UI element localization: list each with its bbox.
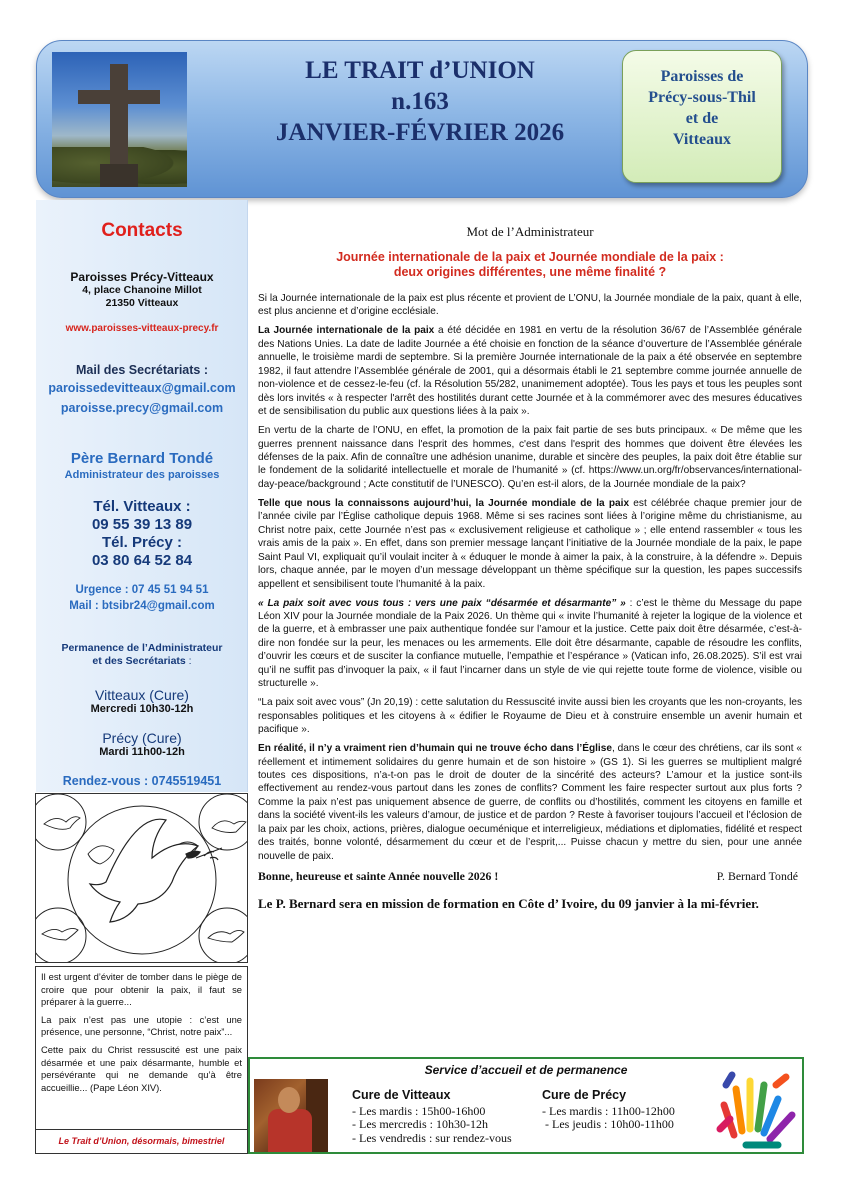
parishes-box (622, 50, 782, 183)
paragraph-text: : c’est le thème du Message du pape Léon XIV pour la Journée mondiale de la Paix 2026. Un thème qui « invite l’humanité à rejeter la logique de la violence et de la guerre, et à embrasser une paix authentique fondée sur l’amour et la justice. Cette paix doit être désarmée, c’est-à-dire non fondée sur la peur, les menaces ou les armements. Elle doit être désarmante, capable de résoudre les conflits, d’ouvrir les cœurs et de susciter la confiance mutuelle, l’empathie et l’espérance » (Vatican info, 26.08.2025). S’il est vrai qu’il ne suffit pas d’invoquer la paix, « il faut l’incarner dans un style de vie qui rejette toute forme de violence, visible ou structurelle ». (258, 597, 802, 690)
message-theme: « La paix soit avec vous tous : vers une paix “désarmée et désarmante” » (258, 597, 626, 609)
parishes-line: Vitteaux (672, 131, 732, 148)
signature: P. Bernard Tondé (716, 868, 798, 883)
article (258, 224, 802, 912)
dove-icon (36, 794, 248, 963)
bimonthly-notice: Le Trait d’Union, désormais, bimestriel (36, 1129, 247, 1153)
bold-lead: Telle que nous la connaissons aujourd’hui, la Journée mondiale de la paix (258, 497, 630, 509)
vitteaux-hours: Mercredi 10h30-12h (90, 703, 194, 715)
precy-schedule-heading: Cure de Précy (542, 1088, 627, 1102)
schedule-line: - Les vendredis : sur rendez-vous (352, 1130, 512, 1145)
address-line-2: 21350 Vitteaux (105, 297, 179, 309)
org-name: Paroisses Précy-Vitteaux (70, 270, 214, 284)
vitteaux-schedule (352, 1089, 512, 1145)
issue-date: JANVIER-FÉVRIER 2026 (275, 119, 565, 146)
rendezvous-phone[interactable]: Rendez-vous : 0745519451 (62, 774, 222, 788)
schedule-line: - Les jeudis : 10h00-11h00 (542, 1117, 674, 1131)
tel-precy[interactable]: 03 80 64 52 84 (91, 552, 193, 569)
website-link[interactable]: www.paroisses-vitteaux-precy.fr (65, 323, 219, 334)
article-title-line-2: deux origines différentes, une même finalité ? (393, 265, 667, 279)
mail-label: Mail des Secrétariats : (75, 363, 208, 377)
cross-photo (52, 52, 187, 187)
contacts-title: Contacts (101, 220, 183, 241)
tel-vitteaux-label: Tél. Vitteaux : (93, 498, 191, 515)
vitteaux-place: Vitteaux (Cure) (95, 687, 189, 703)
schedule-line: - Les mercredis : 10h30-12h (352, 1117, 488, 1131)
article-paragraph: Si la Journée internationale de la paix est plus récente et provient de L’ONU, la Journée mondiale de la paix, quant à elle, est plus ancienne et d’origine ecclésiale. (258, 293, 802, 318)
article-paragraph: “La paix soit avec vous” (Jn 20,19) : cette salutation du Ressuscité invite aussi bien les croyants que les non-croyants, les responsables politiques et les citoyens à « édifier le Royaume de Dieu et à construire ensemble un avenir humain et pacifique ». (258, 697, 802, 736)
permanence-line-1: Permanence de l’Administrateur (61, 642, 223, 654)
article-paragraph (258, 324, 802, 418)
article-paragraph (258, 597, 802, 691)
paragraph-text: est célébrée chaque premier jour de l’année civile par l’Église catholique depuis 1968. Même si ses racines sont liées à l’origine même du christianisme, au Christ notre paix, cette Journée n’est pas « exclusivement religieuse et catholique » ; elle entend rassembler « tous les vrais amis de la paix ». En effet, dans son premier message lançant l’initiative de la Journée mondiale de la paix, le pape Saint Paul VI, expliquait qu’il voulait inciter à « éduquer le monde à aimer la paix, à la construire, à la défendre ». Depuis lors, chaque année, par le moyen d’un message développant un thème spécifique sur la question, les papes successifs appellent et sensibilisent toute l’humanité à la paix. (258, 497, 802, 590)
article-kicker: Mot de l’Administrateur (466, 224, 594, 239)
paragraph-text: a été décidée en 1981 en vertu de la résolution 36/67 de l’Assemblée générale des Nations Unies. La date de ladite Journée a été choisie en fonction de la séance d’ouverture de l’Assemblée générale annuelle, le troisième mardi de septembre. Si la première Journée internationale de la paix a été observée en septembre 1982, il faut attendre l’Assemblée générale de 2001, qui a désormais établi le 21 septembre comme journée annuelle de non-violence et de cessez-le-feu (cf. la Résolution 55/282, unanimement adoptée). Tous les pays et tous les peuples sont dès lors invités « à respecter l'arrêt des hostilités durant cette Journée et à la commémorer avec des mesures éducatives et de sensibilisation du public aux questions liées à la paix ». (258, 325, 802, 418)
bold-lead: La Journée internationale de la paix (258, 325, 435, 337)
new-year-greeting: Bonne, heureuse et sainte Année nouvelle 2026 ! (258, 868, 499, 883)
mail-precy-link[interactable]: paroisse.precy@gmail.com (60, 401, 224, 415)
colorful-hands-icon (716, 1065, 800, 1151)
schedule-line: - Les mardis : 15h00-16h00 (352, 1103, 486, 1118)
priest-role: Administrateur des paroisses (64, 469, 220, 481)
precy-schedule (542, 1089, 675, 1132)
article-paragraph (258, 497, 802, 591)
service-box (248, 1057, 804, 1154)
parishes-line: Paroisses de (660, 68, 744, 85)
quote-paragraph: Il est urgent d’éviter de tomber dans le piège de croire que pour obtenir la paix, il faut se préparer à la guerre... (41, 971, 242, 1008)
permanence-colon: : (185, 655, 192, 667)
article-paragraph: En vertu de la charte de l’ONU, en effet, la promotion de la paix fait partie de ses buts principaux. « De même que les guerres prennent naissance dans l'esprit des hommes, c'est dans l'esprit des hommes que doivent être élevées les défenses de la paix. Afin de connaître une adhésion unanime, durable et sincère des peuples, la paix doit être établie sur le fondement de la solidarité intellectuelle et morale de l’humanité » (cf. https://www.un.org/fr/observances/international-day-peace/background ; Acte constitutif de l’UNESCO). Qu’en est-il alors, de la Journée mondiale de la paix? (258, 425, 802, 490)
contacts-column (36, 200, 248, 792)
tel-vitteaux[interactable]: 09 55 39 13 89 (91, 516, 193, 533)
article-title (258, 250, 802, 280)
paragraph-text: , dans le cœur des chrétiens, car ils sont « réellement et intimement solidaires du genre humain et de son histoire » (GS 1). Si les guerres se multiplient malgré toutes ces dispositions, n’a-t-on pas le droit de douter de la sincérité des acteurs? L’amour et la justice sont-ils effectivement au rendez-vous partout dans les zones de conflits? Comment les faire respecter surtout aux plus forts ? Comme la paix n’est pas uniquement absence de guerre, de conflits ou d’hostilités, comment les citoyens en famille et dans la société vivent-ils les valeurs d’amour, de justice et de pardon ? Reste à favoriser toujours l’accueil et l’éclosion de la paix par les choix, actions, prières, dialogue oecuménique et interreligieux, médiations et diplomaties, fidélité et respect des traités, bonne volonté, désarmement du cœur et de l’esprit,... Puisse chacun y mettre du sien, pour une année nouvelle de paix. (258, 743, 802, 862)
permanence-line-2: et des Secrétariats (92, 655, 186, 667)
precy-hours: Mardi 11h00-12h (99, 746, 185, 758)
issue-number: n.163 (391, 88, 449, 115)
dove-illustration (35, 793, 248, 963)
precy-place: Précy (Cure) (102, 730, 182, 746)
mail-vitteaux-link[interactable]: paroissedevitteaux@gmail.com (48, 381, 236, 395)
article-title-line-1: Journée internationale de la paix et Journée mondiale de la paix : (336, 250, 724, 264)
service-title: Service d’accueil et de permanence (424, 1063, 628, 1077)
newsletter-title (220, 55, 620, 148)
vitteaux-schedule-heading: Cure de Vitteaux (352, 1088, 451, 1102)
quote-paragraph: La paix n’est pas une utopie : c’est une présence, une personne, “Christ, notre paix”... (41, 1013, 242, 1038)
parishes-line: et de (685, 110, 719, 127)
jesus-knocking-image (254, 1079, 328, 1152)
article-paragraph (258, 742, 802, 863)
mission-notice: Le P. Bernard sera en mission de formation en Côte d’ Ivoire, du 09 janvier à la mi-février. (258, 895, 759, 911)
schedule-line: - Les mardis : 11h00-12h00 (542, 1103, 675, 1118)
quote-paragraph: Cette paix du Christ ressuscité est une paix désarmée et une paix désarmante, humble et persévérante qui ne demande qu’à être accueillie... (Pape Léon XIV). (41, 1043, 242, 1093)
priest-name: Père Bernard Tondé (70, 450, 214, 467)
address-line-1: 4, place Chanoine Millot (82, 284, 202, 296)
urgence-phone[interactable]: Urgence : 07 45 51 94 51 (75, 584, 209, 596)
tel-precy-label: Tél. Précy : (101, 534, 183, 551)
priest-mail[interactable]: Mail : btsibr24@gmail.com (69, 600, 215, 612)
bold-lead: En réalité, il n’y a vraiment rien d’humain qui ne trouve écho dans l’Église (258, 743, 612, 755)
quote-box (35, 966, 248, 1154)
title-line-1: LE TRAIT d’UNION (305, 57, 535, 84)
parishes-line: Précy-sous-Thil (648, 89, 756, 106)
